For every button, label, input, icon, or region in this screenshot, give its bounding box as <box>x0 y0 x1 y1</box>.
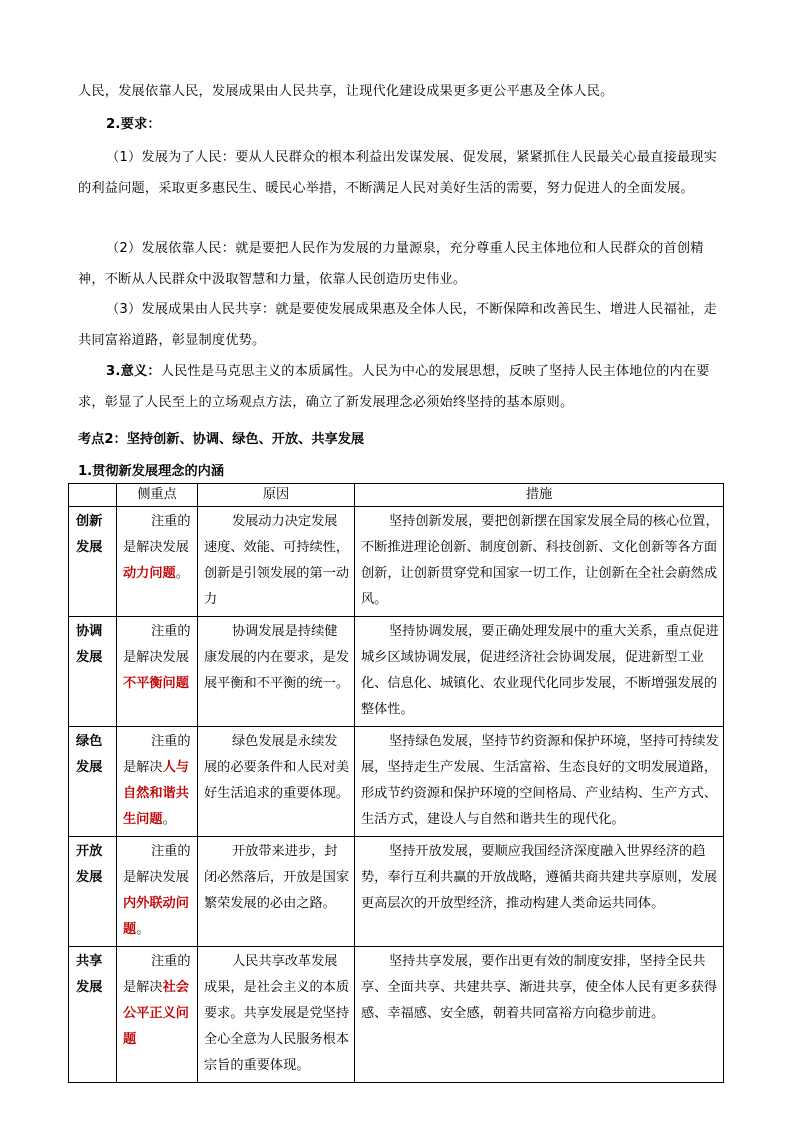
significance-paragraph <box>78 356 720 418</box>
row-reason: 发展动力决定发展速度、效能、可持续性，创新是引领发展的第一动力 <box>198 507 355 617</box>
table-row <box>69 617 724 727</box>
row-reason: 绿色发展是永续发展的必要条件和人民对美好生活追求的重要体现。 <box>198 727 355 837</box>
table-row <box>69 507 724 617</box>
header-reason: 原因 <box>198 484 355 507</box>
row-measure: 坚持创新发展，要把创新摆在国家发展全局的核心位置，不断推进理论创新、制度创新、科技创新、文化创新等各方面创新，让创新贯穿党和国家一切工作，让创新在全社会蔚然成风。 <box>355 507 724 617</box>
header-measure: 措施 <box>355 484 724 507</box>
row-focus: 注重的是解决社会公平正义问题 <box>117 947 198 1083</box>
row-focus: 注重的是解决发展不平衡问题 <box>117 617 198 727</box>
row-focus: 注重的是解决发展动力问题。 <box>117 507 198 617</box>
significance-label: 3.意义： <box>106 364 161 379</box>
requirement-item-3: （3）发展成果由人民共享：就是要使发展成果惠及全体人民，不断保障和改善民生、增进人民福祉，走共同富裕道路，彰显制度优势。 <box>78 302 718 348</box>
intro-line: 人民，发展依靠人民，发展成果由人民共享，让现代化建设成果更多更公平惠及全体人民。 <box>78 84 614 99</box>
row-reason: 协调发展是持续健康发展的内在要求，是发展平衡和不平衡的统一。 <box>198 617 355 727</box>
table-row <box>69 947 724 1083</box>
row-name: 绿色发展 <box>69 727 117 837</box>
table-title: 1.贯彻新发展理念的内涵 <box>78 464 225 479</box>
table-row <box>69 837 724 947</box>
focus-highlight: 社会公平正义问题 <box>123 980 189 1047</box>
exam-point-heading: 考点2：坚持创新、协调、绿色、开放、共享发展 <box>78 432 365 447</box>
requirements-title: 2.要求： <box>106 117 161 132</box>
header-focus: 侧重点 <box>117 484 198 507</box>
row-name: 创新发展 <box>69 507 117 617</box>
row-focus: 注重的是解决发展内外联动问题。 <box>117 837 198 947</box>
row-measure: 坚持开放发展，要顺应我国经济深度融入世界经济的趋势，奉行互利共赢的开放战略，遵循共商共建共享原则，发展更高层次的开放型经济，推动构建人类命运共同体。 <box>355 837 724 947</box>
row-reason: 人民共享改革发展成果，是社会主义的本质要求。共享发展是党坚持全心全意为人民服务根本宗旨的重要体现。 <box>198 947 355 1083</box>
row-reason: 开放带来进步，封闭必然落后，开放是国家繁荣发展的必由之路。 <box>198 837 355 947</box>
requirement-item-1: （1）发展为了人民：要从人民群众的根本利益出发谋发展、促发展，紧紧抓住人民最关心最直接最现实的利益问题，采取更多惠民生、暖民心举措，不断满足人民对美好生活的需要，努力促进人的全面发展。 <box>78 150 718 196</box>
row-focus: 注重的是解决人与自然和谐共生问题。 <box>117 727 198 837</box>
row-measure: 坚持协调发展，要正确处理发展中的重大关系，重点促进城乡区域协调发展，促进经济社会协调发展，促进新型工业化、信息化、城镇化、农业现代化同步发展，不断增强发展的整体性。 <box>355 617 724 727</box>
row-measure: 坚持绿色发展，坚持节约资源和保护环境，坚持可持续发展，坚持走生产发展、生活富裕、生态良好的文明发展道路，形成节约资源和保护环境的空间格局、产业结构、生产方式、生活方式，建设人与自然和谐共生的现代化。 <box>355 727 724 837</box>
concept-table <box>68 483 724 1083</box>
significance-text: 人民性是马克思主义的本质属性。人民为中心的发展思想，反映了坚持人民主体地位的内在要求，彰显了人民至上的立场观点方法，确立了新发展理念必须始终坚持的基本原则。 <box>78 364 710 410</box>
focus-highlight: 不平衡问题 <box>123 676 189 691</box>
row-name: 协调发展 <box>69 617 117 727</box>
focus-highlight: 内外联动问题 <box>123 896 189 937</box>
table-row <box>69 727 724 837</box>
focus-highlight: 人与自然和谐共生问题 <box>123 760 189 827</box>
row-name: 开放发展 <box>69 837 117 947</box>
row-measure: 坚持共享发展，要作出更有效的制度安排，坚持全民共享、全面共享、共建共享、渐进共享，使全体人民有更多获得感、幸福感、安全感，朝着共同富裕方向稳步前进。 <box>355 947 724 1083</box>
table-header-row <box>69 484 724 507</box>
focus-highlight: 动力问题 <box>123 566 176 581</box>
requirement-item-2: （2）发展依靠人民：就是要把人民作为发展的力量源泉，充分尊重人民主体地位和人民群众的首创精神，不断从人民群众中汲取智慧和力量，依靠人民创造历史伟业。 <box>78 241 704 287</box>
row-name: 共享发展 <box>69 947 117 1083</box>
header-blank <box>69 484 117 507</box>
